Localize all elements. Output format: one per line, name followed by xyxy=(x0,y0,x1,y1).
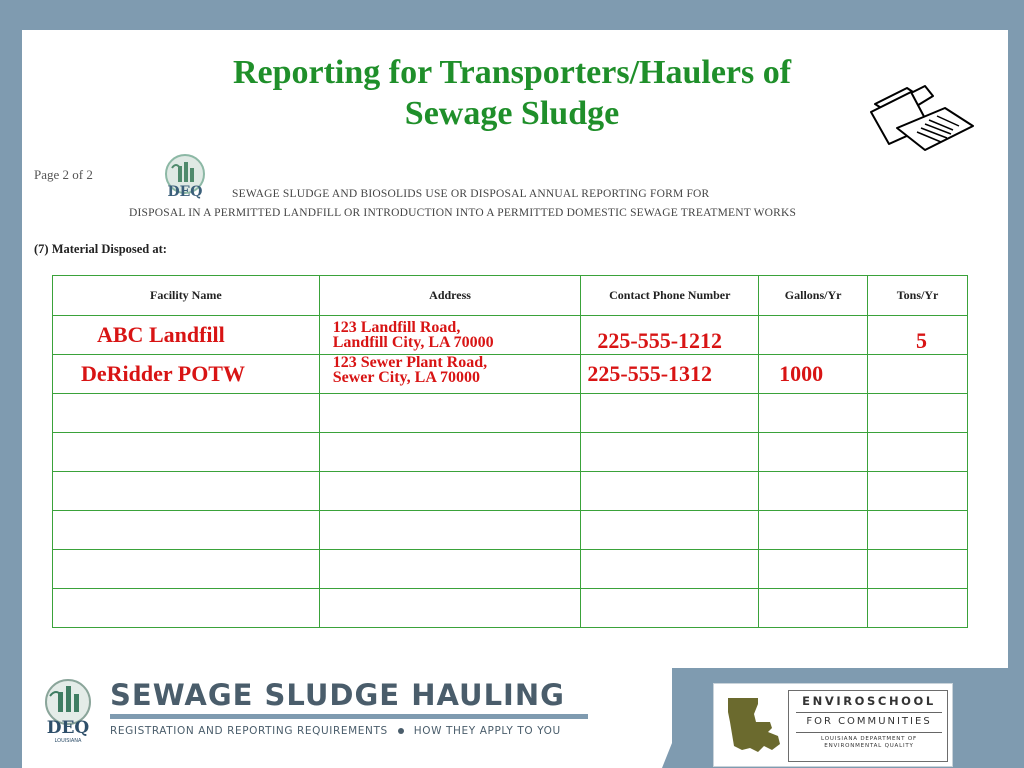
phone-cell[interactable] xyxy=(581,355,759,394)
enviroschool-title: ENVIROSCHOOL xyxy=(802,694,936,708)
deq-footer-logo-subtext: LOUISIANA xyxy=(54,738,82,744)
empty-cell[interactable] xyxy=(581,511,759,550)
header-address: Address xyxy=(319,276,581,316)
empty-cell[interactable] xyxy=(53,511,320,550)
enviroschool-dept xyxy=(796,736,942,750)
empty-cell[interactable] xyxy=(53,472,320,511)
empty-cell[interactable] xyxy=(759,472,868,511)
header-gallons: Gallons/Yr xyxy=(759,276,868,316)
louisiana-map-icon xyxy=(722,692,784,758)
divider xyxy=(796,732,942,733)
empty-cell[interactable] xyxy=(319,394,581,433)
address-line2: Landfill City, LA 70000 xyxy=(332,334,494,351)
footer-title-bar xyxy=(110,714,588,719)
slide-title-line2: Sewage Sludge xyxy=(404,95,620,132)
deq-footer-logo xyxy=(38,678,98,744)
tons-cell[interactable] xyxy=(868,316,968,355)
empty-cell[interactable] xyxy=(581,472,759,511)
table-row xyxy=(53,355,968,394)
deq-logo-text: DEQ xyxy=(167,184,203,200)
header-contact-phone: Contact Phone Number xyxy=(581,276,759,316)
empty-cell[interactable] xyxy=(53,589,320,628)
phone-number: 225-555-1212 xyxy=(597,328,723,353)
empty-cell[interactable] xyxy=(759,550,868,589)
address-line2: Sewer City, LA 70000 xyxy=(332,369,480,386)
empty-cell[interactable] xyxy=(53,433,320,472)
gallons-value: 1000 xyxy=(779,361,824,386)
bullet-icon xyxy=(398,728,404,734)
table-row xyxy=(53,316,968,355)
facility-name: DeRidder POTW xyxy=(81,361,245,386)
empty-cell[interactable] xyxy=(759,511,868,550)
enviroschool-dept-line1: LOUISIANA DEPARTMENT OF xyxy=(821,736,917,742)
empty-cell[interactable] xyxy=(868,472,968,511)
slide-title xyxy=(22,52,1002,134)
table-row-empty xyxy=(53,550,968,589)
phone-number: 225-555-1312 xyxy=(587,361,713,386)
folder-document-icon xyxy=(867,82,979,160)
disposal-table xyxy=(52,275,968,628)
empty-cell[interactable] xyxy=(759,433,868,472)
table-row-empty xyxy=(53,472,968,511)
empty-cell[interactable] xyxy=(868,433,968,472)
divider xyxy=(796,712,942,713)
facility-cell[interactable] xyxy=(53,355,320,394)
deq-logo xyxy=(160,152,210,206)
address-line1: 123 Sewer Plant Road, xyxy=(332,354,488,371)
phone-cell[interactable] xyxy=(581,316,759,355)
address-line1: 123 Landfill Road, xyxy=(332,319,461,336)
address-cell[interactable] xyxy=(319,355,581,394)
slide xyxy=(22,30,1008,768)
table-row-empty xyxy=(53,511,968,550)
enviroschool-dept-line2: ENVIRONMENTAL QUALITY xyxy=(824,743,914,749)
enviroschool-logo xyxy=(714,684,952,766)
address-cell[interactable] xyxy=(319,316,581,355)
empty-cell[interactable] xyxy=(868,550,968,589)
header-tons: Tons/Yr xyxy=(868,276,968,316)
empty-cell[interactable] xyxy=(581,589,759,628)
empty-cell[interactable] xyxy=(319,433,581,472)
table-row-empty xyxy=(53,589,968,628)
gallons-cell[interactable] xyxy=(759,316,868,355)
empty-cell[interactable] xyxy=(759,589,868,628)
footer-subtitle xyxy=(110,725,561,737)
empty-cell[interactable] xyxy=(319,589,581,628)
table-header-row xyxy=(53,276,968,316)
facility-cell[interactable] xyxy=(53,316,320,355)
empty-cell[interactable] xyxy=(868,589,968,628)
form-title-line1: SEWAGE SLUDGE AND BIOSOLIDS USE OR DISPOSAL ANNUAL REPORTING FORM FOR xyxy=(232,188,710,200)
empty-cell[interactable] xyxy=(581,394,759,433)
gallons-cell[interactable] xyxy=(759,355,868,394)
tons-value: 5 xyxy=(916,328,928,353)
empty-cell[interactable] xyxy=(581,433,759,472)
table-row-empty xyxy=(53,433,968,472)
enviroschool-subtitle: FOR COMMUNITIES xyxy=(806,716,932,727)
empty-cell[interactable] xyxy=(581,550,759,589)
footer-subtitle-left: REGISTRATION AND REPORTING REQUIREMENTS xyxy=(110,725,388,737)
empty-cell[interactable] xyxy=(319,511,581,550)
section-label: (7) Material Disposed at: xyxy=(34,242,167,256)
footer-subtitle-right: HOW THEY APPLY TO YOU xyxy=(413,725,561,737)
footer-title: SEWAGE SLUDGE HAULING xyxy=(110,678,565,712)
empty-cell[interactable] xyxy=(868,511,968,550)
form-title-line2: DISPOSAL IN A PERMITTED LANDFILL OR INTRODUCTION INTO A PERMITTED DOMESTIC SEWAGE TREATMENT WORKS xyxy=(129,207,797,219)
deq-footer-logo-text: DEQ xyxy=(46,718,90,738)
empty-cell[interactable] xyxy=(53,394,320,433)
slide-title-line1: Reporting for Transporters/Haulers of xyxy=(232,54,792,91)
table-row-empty xyxy=(53,394,968,433)
tons-cell[interactable] xyxy=(868,355,968,394)
empty-cell[interactable] xyxy=(53,550,320,589)
empty-cell[interactable] xyxy=(759,394,868,433)
empty-cell[interactable] xyxy=(319,472,581,511)
empty-cell[interactable] xyxy=(319,550,581,589)
facility-name: ABC Landfill xyxy=(97,322,225,347)
header-facility-name: Facility Name xyxy=(53,276,320,316)
empty-cell[interactable] xyxy=(868,394,968,433)
page-indicator: Page 2 of 2 xyxy=(34,167,93,182)
